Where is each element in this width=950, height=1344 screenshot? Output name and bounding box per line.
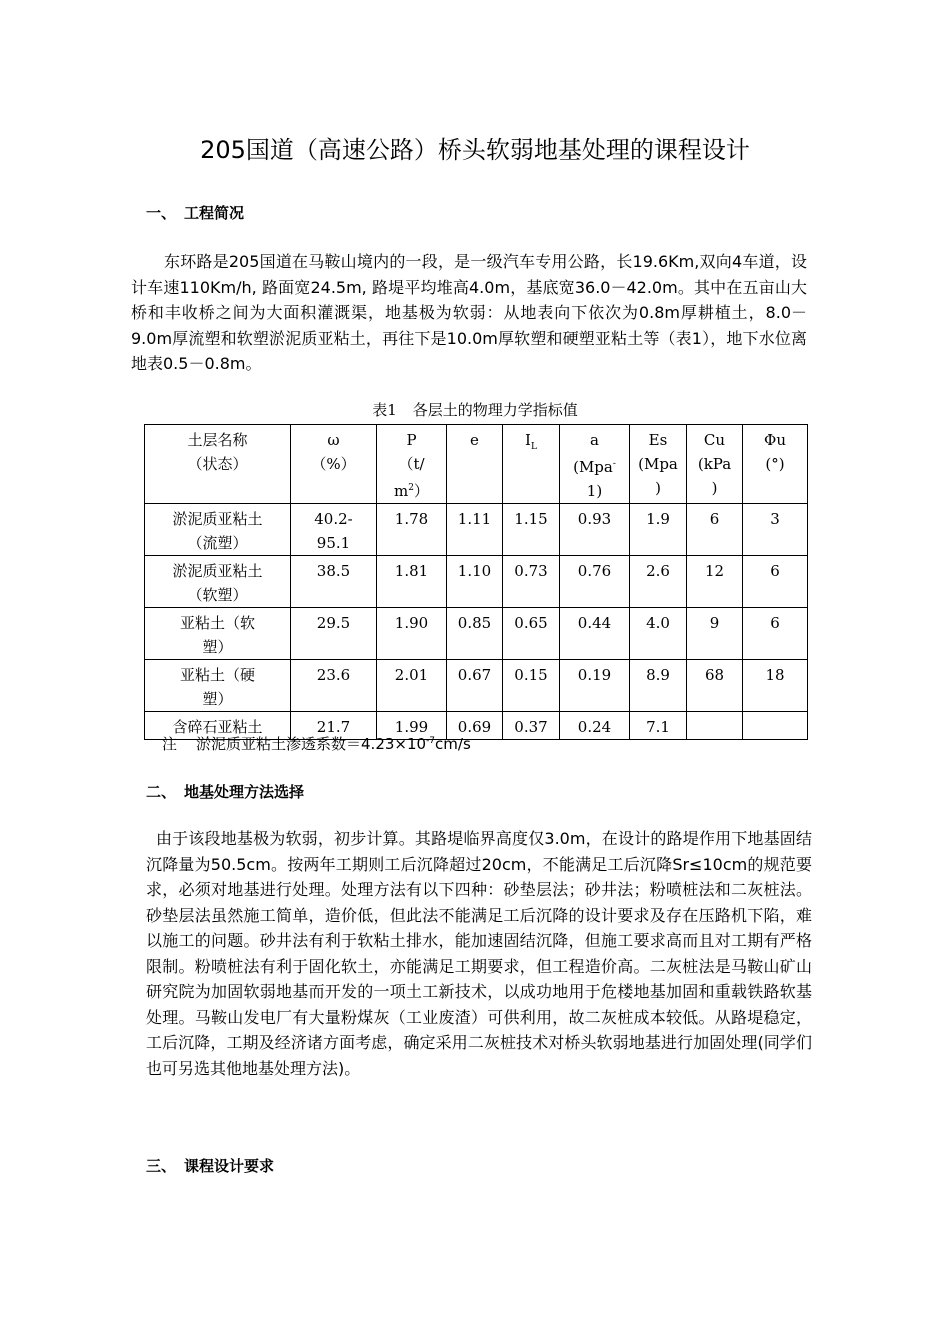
- cell-liquidity-index: 0.65: [503, 608, 560, 660]
- section-heading-1: [146, 202, 244, 224]
- table-row: [145, 660, 808, 712]
- header-cohesion: Cu (kPa ): [687, 425, 743, 504]
- cell-modulus: 7.1: [630, 712, 687, 740]
- header-void-ratio: e: [447, 425, 503, 504]
- table-caption-number: 表1: [372, 401, 397, 419]
- paragraph-method-selection: 由于该段地基极为软弱，初步计算。其路堤临界高度仅3.0m，在设计的路堤作用下地基固结沉降量为50.5cm。按两年工期则工后沉降超过20cm，不能满足工后沉降Sr≤10cm的规范要求，必须对地基进行处理。处理方法有以下四种：砂垫层法；砂井法；粉喷桩法和二灰桩法。砂垫层法虽然施工简单，造价低，但此法不能满足工后沉降的设计要求及存在压路机下陷，难以施工的问题。砂井法有利于软粘土排水，能加速固结沉降，但施工要求高而且对工期有严格限制。粉喷桩法有利于固化软土，亦能满足工期要求，但工程造价高。二灰桩法是马鞍山矿山研究院为加固软弱地基而开发的一项土工新技术，以成功地用于危楼地基加固和重载铁路软基处理。马鞍山发电厂有大量粉煤灰（工业废渣）可供利用，故二灰桩成本较低。从路堤稳定，工后沉降，工期及经济诸方面考虑，确定采用二灰桩技术对桥头软弱地基进行加固处理(同学们也可另选其他地基处理方法)。: [146, 829, 812, 1078]
- cell-water-content: 38.5: [291, 556, 377, 608]
- cell-density: 1.81: [377, 556, 447, 608]
- table-caption: [0, 400, 950, 420]
- note-exponent: -7: [426, 736, 436, 746]
- cell-void-ratio: 1.10: [447, 556, 503, 608]
- header-modulus: Es (Mpa ): [630, 425, 687, 504]
- header-soil-name: 土层名称 （状态）: [145, 425, 291, 504]
- cell-soil-name: 含碎石亚粘土: [145, 712, 291, 740]
- cell-compressibility: 0.24: [560, 712, 630, 740]
- cell-void-ratio: 0.67: [447, 660, 503, 712]
- cell-density: 1.99: [377, 712, 447, 740]
- cell-compressibility: 0.44: [560, 608, 630, 660]
- table-row: [145, 556, 808, 608]
- header-liquidity-index: $I_L$: [503, 425, 560, 504]
- cell-cohesion: 9: [687, 608, 743, 660]
- cell-liquidity-index: 0.15: [503, 660, 560, 712]
- cell-cohesion: [687, 712, 743, 740]
- paragraph-project-overview: 东环路是205国道在马鞍山境内的一段，是一级汽车专用公路，长19.6Km,双向4车道，设计车速110Km/h, 路面宽24.5m, 路堤平均堆高4.0m，基底宽36.0－42.0m。其中在五亩山大桥和丰收桥之间为大面积灌溉渠，地基极为软弱：从地表向下依次为0.8m厚耕植土，8.0－9.0m厚流塑和软塑淤泥质亚粘土，再往下是10.0m厚软塑和硬塑亚粘土等（表1），地下水位离地表0.5－0.8m。: [131, 252, 807, 373]
- cell-friction-angle: 6: [743, 608, 808, 660]
- table-note: [162, 730, 471, 755]
- cell-liquidity-index: 1.15: [503, 504, 560, 556]
- cell-compressibility: 0.76: [560, 556, 630, 608]
- cell-soil-name: 淤泥质亚粘土 （流塑）: [145, 504, 291, 556]
- cell-water-content: 40.2- 95.1: [291, 504, 377, 556]
- cell-compressibility: 0.19: [560, 660, 630, 712]
- header-friction-angle: Φu (°): [743, 425, 808, 504]
- cell-soil-name: 淤泥质亚粘土 （软塑）: [145, 556, 291, 608]
- table-caption-text: 各层土的物理力学指标值: [412, 401, 578, 419]
- section-title: 地基处理方法选择: [184, 783, 305, 801]
- cell-modulus: 1.9: [630, 504, 687, 556]
- header-water-content: ω （%）: [291, 425, 377, 504]
- document-title: 205国道（高速公路）桥头软弱地基处理的课程设计: [200, 136, 750, 164]
- cell-void-ratio: 0.69: [447, 712, 503, 740]
- cell-friction-angle: [743, 712, 808, 740]
- cell-void-ratio: 0.85: [447, 608, 503, 660]
- table-header-row: [145, 425, 808, 504]
- cell-modulus: 8.9: [630, 660, 687, 712]
- cell-cohesion: 68: [687, 660, 743, 712]
- note-unit: cm/s: [435, 735, 471, 753]
- cell-water-content: 23.6: [291, 660, 377, 712]
- cell-friction-angle: 3: [743, 504, 808, 556]
- cell-liquidity-index: 0.73: [503, 556, 560, 608]
- note-text: 淤泥质亚粘土渗透系数＝4.23×10: [196, 735, 427, 753]
- section-heading-3: [146, 1155, 274, 1177]
- section-number: 二、: [146, 783, 177, 801]
- cell-water-content: 21.7: [291, 712, 377, 740]
- cell-liquidity-index: 0.37: [503, 712, 560, 740]
- cell-modulus: 4.0: [630, 608, 687, 660]
- cell-density: 2.01: [377, 660, 447, 712]
- cell-modulus: 2.6: [630, 556, 687, 608]
- cell-soil-name: 亚粘土（硬 塑）: [145, 660, 291, 712]
- cell-density: 1.78: [377, 504, 447, 556]
- header-density: P （t/ $m^2$）: [377, 425, 447, 504]
- section-number: 一、: [146, 204, 177, 222]
- cell-cohesion: 6: [687, 504, 743, 556]
- table-row: [145, 608, 808, 660]
- cell-density: 1.90: [377, 608, 447, 660]
- section-number: 三、: [146, 1157, 177, 1175]
- cell-soil-name: 亚粘土（软 塑）: [145, 608, 291, 660]
- soil-properties-table: [144, 424, 808, 740]
- note-label: 注: [162, 735, 178, 753]
- cell-friction-angle: 6: [743, 556, 808, 608]
- header-compressibility: a (Mpa- 1): [560, 425, 630, 504]
- cell-water-content: 29.5: [291, 608, 377, 660]
- cell-friction-angle: 18: [743, 660, 808, 712]
- cell-cohesion: 12: [687, 556, 743, 608]
- cell-compressibility: 0.93: [560, 504, 630, 556]
- cell-void-ratio: 1.11: [447, 504, 503, 556]
- section-title: 课程设计要求: [184, 1157, 275, 1175]
- section-heading-2: [146, 781, 304, 803]
- table-row: [145, 504, 808, 556]
- section-title: 工程简况: [184, 204, 245, 222]
